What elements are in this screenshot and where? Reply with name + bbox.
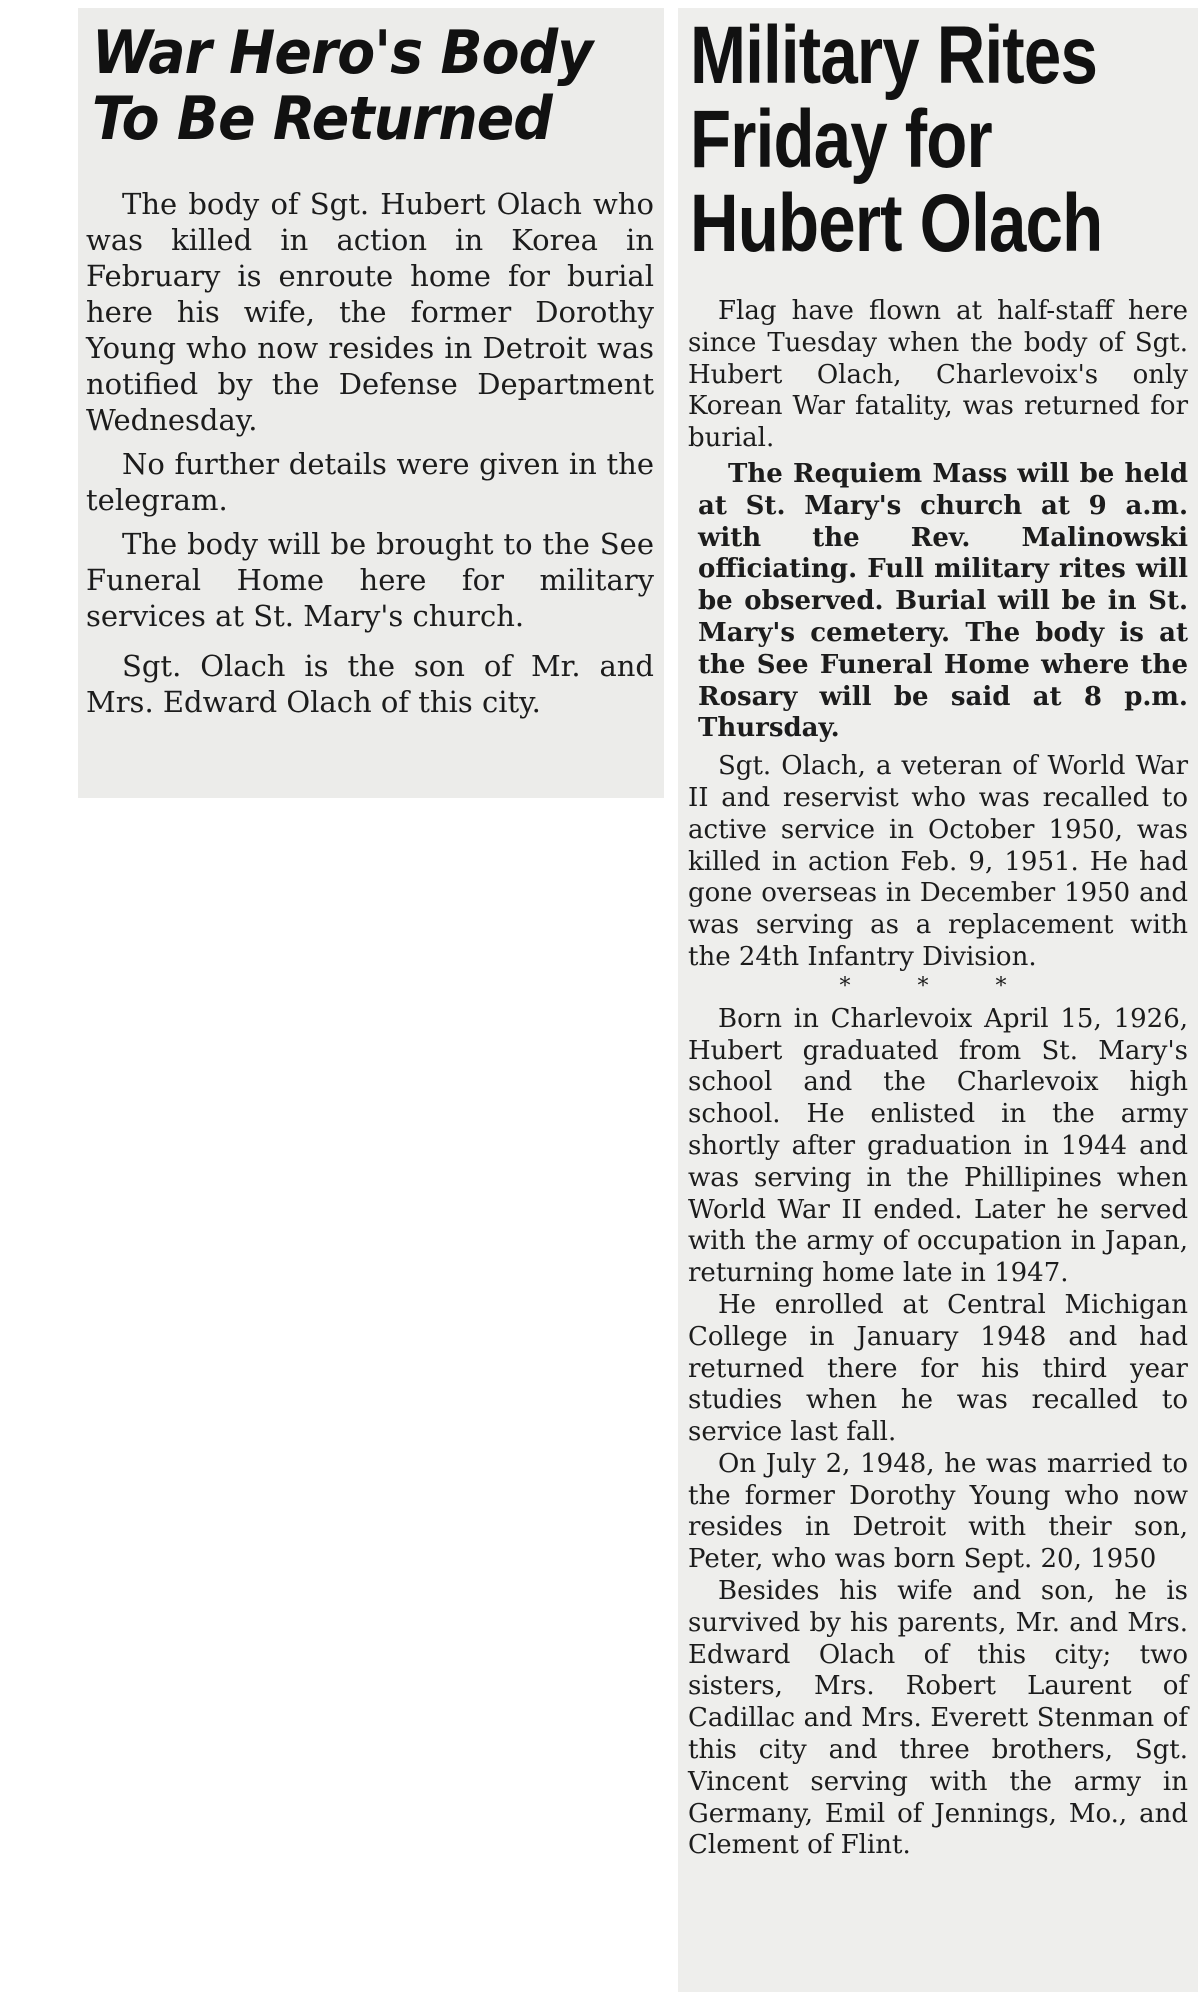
left-headline <box>92 20 618 152</box>
left-paragraph: The body of Sgt. Hubert Olach who was killed in action in Korea in February is enroute home for burial here his wife, the former Dorothy Young who now resides in Detroit was notified by the Defense Department Wednesday. <box>86 187 654 437</box>
right-paragraph: Besides his wife and son, he is survived by his parents, Mr. and Mrs. Edward Olach of this city; two sisters, Mrs. Robert Laurent of Cadillac and Mrs. Everett Stenman of this city and three brothers, Sgt. Vincent serving with the army in Germany, Emil of Jennings, Mo., and Clement of Flint. <box>688 1576 1188 1861</box>
right-clipping <box>678 8 1198 1992</box>
left-headline-line1: War Hero's Body <box>92 18 593 88</box>
left-paragraph: The body will be brought to the See Funeral Home here for military services at St. Mary's church. <box>86 527 654 633</box>
right-paragraph: On July 2, 1948, he was married to the former Dorothy Young who now resides in Detroit with their son, Peter, who was born Sept. 20, 1950 <box>688 1448 1188 1575</box>
left-clipping <box>78 8 664 798</box>
right-headline-line3: Hubert Olach <box>690 178 1103 269</box>
right-headline-line1: Military Rites <box>690 10 1098 101</box>
section-separator: * * * <box>839 973 1037 999</box>
right-article-body <box>688 296 1188 1862</box>
right-paragraph-bold: The Requiem Mass will be held at St. Mary's church at 9 a.m. with the Rev. Malinowski officiating. Full military rites will be observed. Burial will be in St. Mary's cemetery. The body is at the See Funeral Home where the Rosary will be said at 8 p.m. Thursday. <box>698 458 1188 744</box>
left-paragraph: No further details were given in the telegram. <box>86 447 654 517</box>
left-paragraph: Sgt. Olach is the son of Mr. and Mrs. Edward Olach of this city. <box>86 649 654 719</box>
right-paragraph: He enrolled at Central Michigan College in January 1948 and had returned there for his third year studies when he was recalled to service last fall. <box>688 1289 1188 1448</box>
right-headline <box>690 10 1107 269</box>
right-paragraph: Born in Charlevoix April 15, 1926, Hubert graduated from St. Mary's school and the Charlevoix high school. He enlisted in the army shortly after graduation in 1944 and was serving in the Phillipines when World War II ended. Later he served with the army of occupation in Japan, returning home late in 1947. <box>688 1003 1188 1289</box>
right-paragraph: Sgt. Olach, a veteran of World War II and reservist who was recalled to active service in October 1950, was killed in action Feb. 9, 1951. He had gone overseas in December 1950 and was serving as a replacement with the 24th Infantry Division. <box>688 751 1188 972</box>
left-article-body <box>86 186 654 720</box>
right-paragraph: Flag have flown at half-staff here since Tuesday when the body of Sgt. Hubert Olach, Charlevoix's only Korean War fatality, was returned for burial. <box>688 296 1188 454</box>
right-headline-line2: Friday for <box>690 94 992 185</box>
left-headline-line2: To Be Returned <box>92 84 552 154</box>
